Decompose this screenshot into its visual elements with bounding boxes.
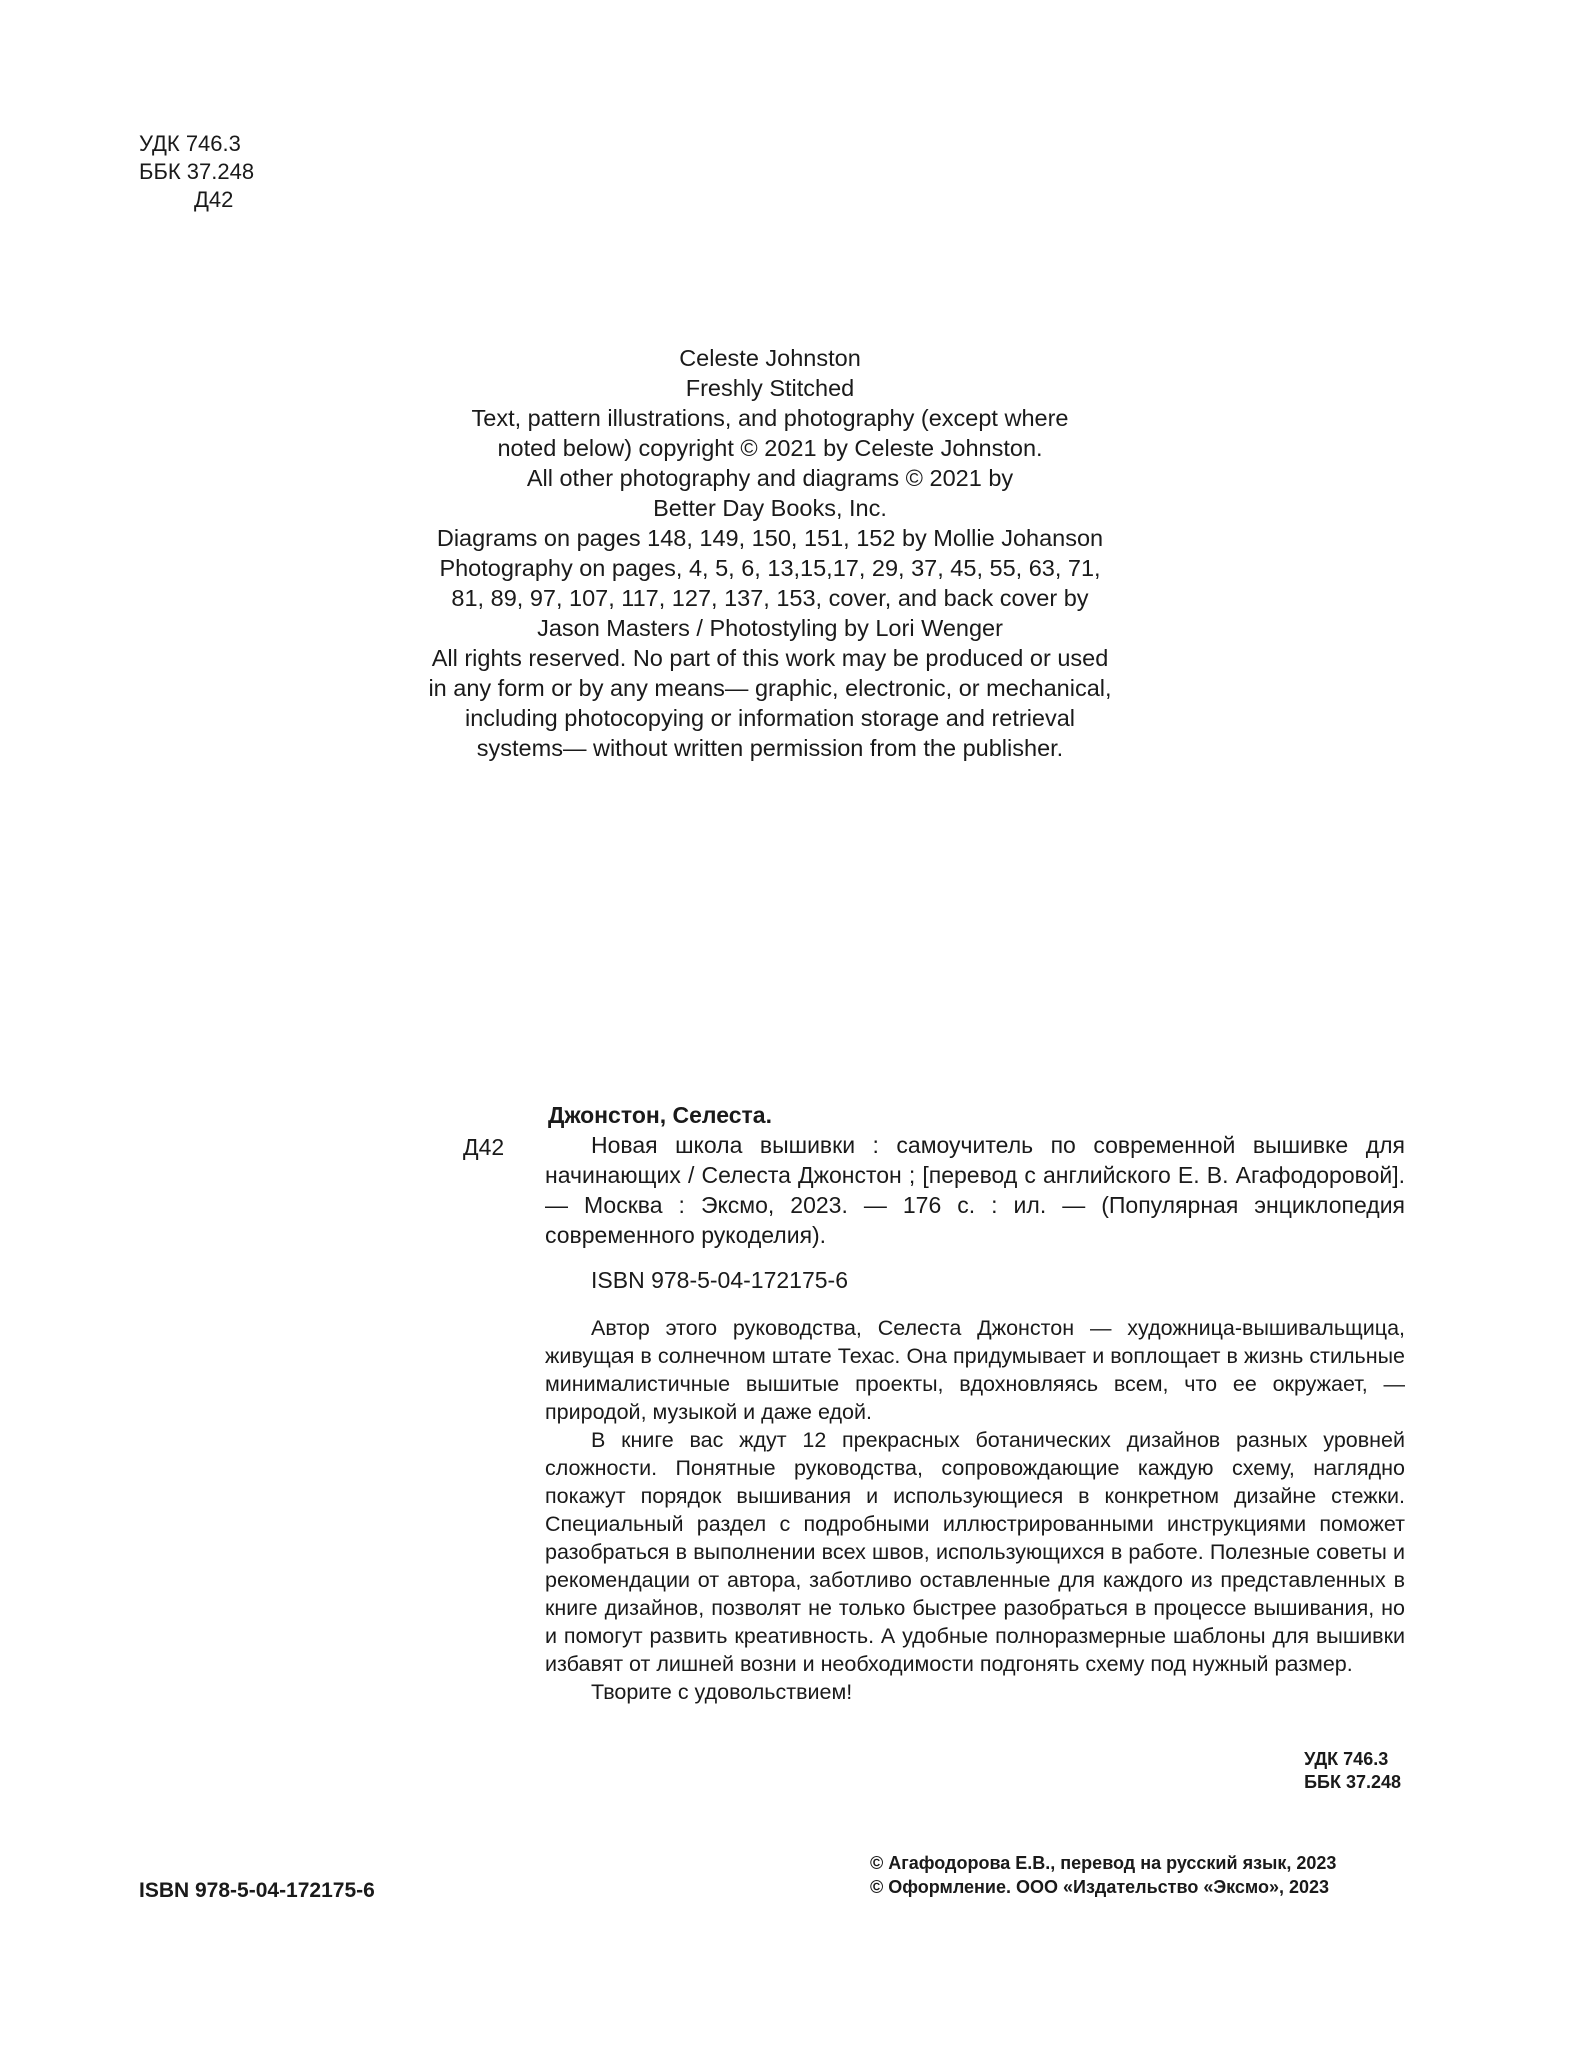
card-description: Новая школа вышивки : самоучитель по современной вышивке для начинающих / Селеста Джонстон ; [перевод с английского Е. В. Агафодоровой]. — Москва : Эксмо, 2023. — 176 с. : ил. — (Популярная энциклопедия современного рукоделия).	[545, 1132, 1405, 1248]
bbk-code: ББК 37.248	[139, 159, 255, 184]
credits-line: Text, pattern illustrations, and photography (except where	[471, 405, 1069, 431]
card-annotation	[545, 1314, 1405, 1706]
annotation-paragraph: Автор этого руководства, Селеста Джонстон — художница-вышивальщица, живущая в солнечном штате Техас. Она придумывает и воплощает в жизнь стильные минималистичные вышитые проекты, вдохновляясь всем, что ее окружает, — природой, музыкой и даже едой.	[545, 1316, 1405, 1424]
annotation-paragraph: Творите с удовольствием!	[591, 1680, 853, 1704]
udk-code: УДК 746.3	[139, 131, 241, 156]
card-bbk: ББК 37.248	[1304, 1772, 1401, 1792]
credits-line: Photography on pages, 4, 5, 6, 13,15,17, 29, 37, 45, 55, 63, 71,	[439, 555, 1101, 581]
credits-line: 81, 89, 97, 107, 117, 127, 137, 153, cover, and back cover by	[451, 585, 1089, 611]
copyright-translation: © Агафодорова Е.В., перевод на русский язык, 2023	[870, 1853, 1337, 1873]
credits-line: Celeste Johnston	[679, 345, 861, 371]
footer-copyrights	[870, 1851, 1336, 1899]
footer-isbn: ISBN 978-5-04-172175-6	[139, 1879, 375, 1902]
card-author: Джонстон, Селеста.	[548, 1102, 772, 1128]
copyright-design: © Оформление. ООО «Издательство «Эксмо», 2023	[870, 1877, 1330, 1897]
credits-line: Diagrams on pages 148, 149, 150, 151, 152 by Mollie Johanson	[436, 525, 1104, 551]
card-isbn: ISBN 978-5-04-172175-6	[591, 1267, 848, 1293]
credits-line: noted below) copyright © 2021 by Celeste Johnston.	[497, 435, 1043, 461]
credits-line: Freshly Stitched	[685, 375, 855, 401]
credits-block	[380, 343, 1160, 763]
credits-line: including photocopying or information storage and retrieval	[464, 705, 1076, 731]
annotation-paragraph: В книге вас ждут 12 прекрасных ботанических дизайнов разных уровней сложности. Понятные руководства, сопровождающие каждую схему, наглядно покажут порядок вышивания и использующиеся в конкретном дизайне стежки. Специальный раздел с подробными иллюстрированными инструкциями поможет разобраться в выполнении всех швов, использующихся в работе. Полезные советы и рекомендации от автора, заботливо оставленные для каждого из представленных в книге дизайнов, позволят не только быстрее разобраться в процессе вышивания, но и помогут развить креативность. А удобные полноразмерные шаблоны для вышивки избавят от лишней возни и необходимости подгонять схему под нужный размер.	[545, 1428, 1405, 1676]
credits-line: Better Day Books, Inc.	[653, 495, 887, 521]
credits-line: systems— without written permission from the publisher.	[476, 735, 1064, 761]
credits-line: All other photography and diagrams © 2021 by	[526, 465, 1014, 491]
card-classification	[1304, 1748, 1401, 1794]
top-classification	[139, 130, 254, 214]
credits-line: in any form or by any means— graphic, electronic, or mechanical,	[428, 675, 1112, 701]
credits-line: All rights reserved. No part of this work may be produced or used	[431, 645, 1109, 671]
card-author-sign: Д42	[463, 1134, 505, 1160]
author-sign: Д42	[194, 187, 234, 212]
credits-line: Jason Masters / Photostyling by Lori Wenger	[537, 615, 1003, 641]
card-udk: УДК 746.3	[1304, 1749, 1389, 1769]
